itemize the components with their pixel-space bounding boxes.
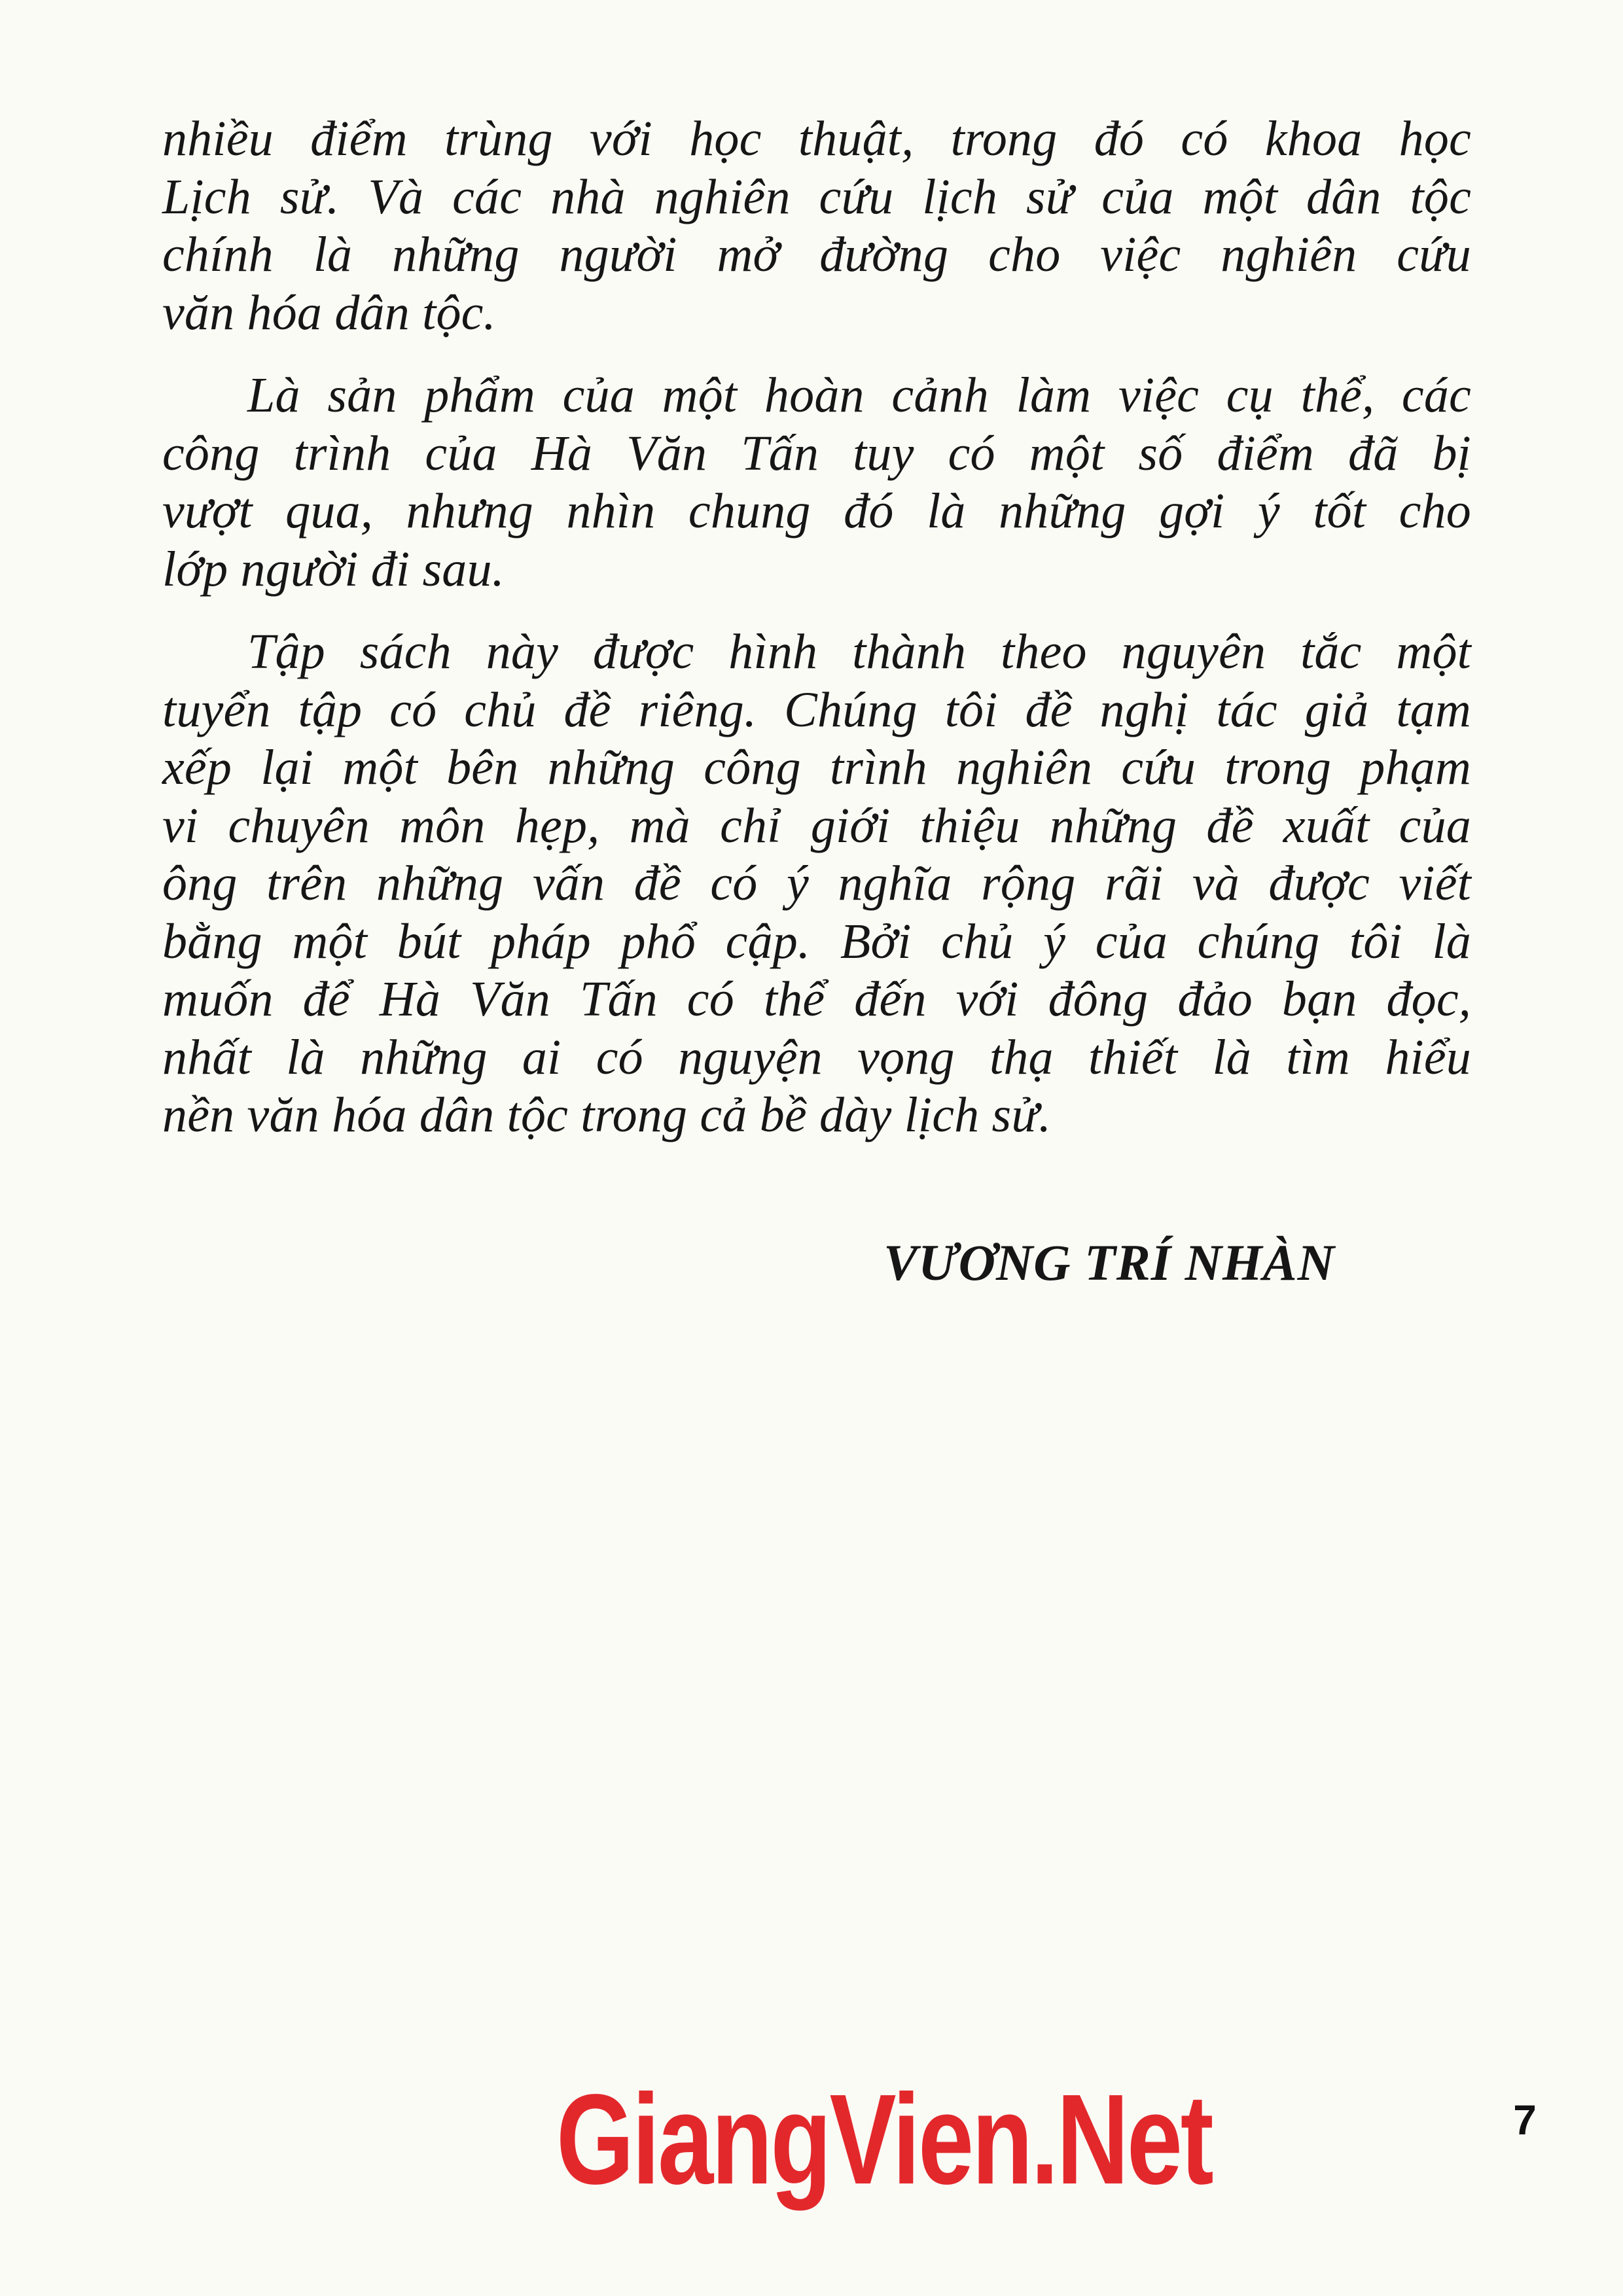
text-line: tuyển tập có chủ đề riêng. Chúng tôi đề nghị tác giả tạm: [162, 682, 1471, 737]
text-line: nhất là những ai có nguyện vọng thạ thiết là tìm hiểu: [162, 1029, 1471, 1085]
paragraph-1: [162, 110, 1471, 342]
text-line: công trình của Hà Văn Tấn tuy có một số điểm đã bị: [162, 425, 1471, 481]
text-line: văn hóa dân tộc.: [162, 285, 496, 340]
page-number: 7: [1513, 2096, 1537, 2144]
text-line: vượt qua, nhưng nhìn chung đó là những gợi ý tốt cho: [162, 484, 1471, 539]
text-line: lớp người đi sau.: [162, 541, 505, 597]
site-watermark: GiangVien.Net: [556, 2068, 1212, 2211]
text-line: muốn để Hà Văn Tấn có thể đến với đông đảo bạn đọc,: [162, 972, 1471, 1027]
text-line: Là sản phẩm của một hoàn cảnh làm việc cụ thể, các: [247, 368, 1471, 423]
text-line: ông trên những vấn đề có ý nghĩa rộng rãi và được viết: [162, 856, 1471, 911]
author-signature: VƯƠNG TRÍ NHÀN: [883, 1234, 1335, 1291]
paragraph-3: [162, 623, 1471, 1144]
text-line: bằng một bút pháp phổ cập. Bởi chủ ý của chúng tôi là: [162, 913, 1471, 969]
paragraph-2: [162, 366, 1471, 598]
text-line: vi chuyên môn hẹp, mà chỉ giới thiệu những đề xuất của: [162, 798, 1471, 853]
text-line: Tập sách này được hình thành theo nguyên tắc một: [247, 624, 1471, 679]
text-line: Lịch sử. Và các nhà nghiên cứu lịch sử của một dân tộc: [162, 169, 1471, 224]
text-line: chính là những người mở đường cho việc nghiên cứu: [162, 227, 1471, 282]
text-line: nhiều điểm trùng với học thuật, trong đó có khoa học: [162, 111, 1471, 166]
show-through-decoration: [177, 1413, 1525, 1937]
body-text: [162, 110, 1471, 1169]
text-line: xếp lại một bên những công trình nghiên cứu trong phạm: [162, 740, 1471, 795]
text-line: nền văn hóa dân tộc trong cả bề dày lịch sử.: [162, 1087, 1052, 1142]
